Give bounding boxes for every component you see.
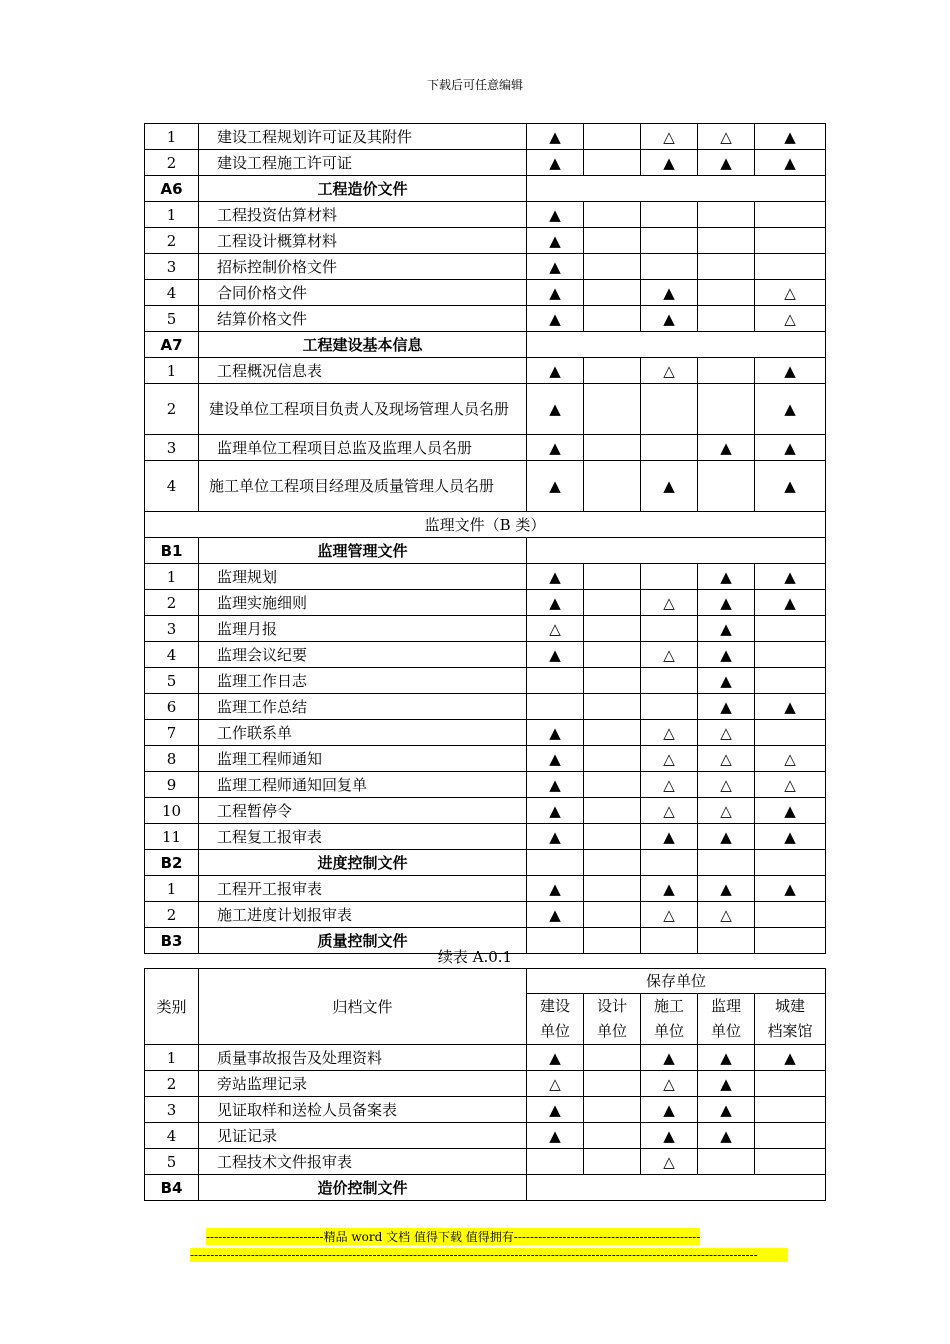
filled-triangle-mark: ▲ bbox=[641, 1097, 698, 1123]
empty-mark bbox=[641, 694, 698, 720]
row-file-name: 建设单位工程项目负责人及现场管理人员名册 bbox=[199, 384, 527, 435]
filled-triangle-mark: ▲ bbox=[527, 1123, 584, 1149]
row-number: 3 bbox=[145, 254, 199, 280]
empty-mark bbox=[584, 435, 641, 461]
filled-triangle-mark: ▲ bbox=[698, 564, 755, 590]
empty-mark bbox=[584, 694, 641, 720]
empty-mark bbox=[584, 1071, 641, 1097]
hollow-triangle-mark: △ bbox=[698, 720, 755, 746]
row-number: 1 bbox=[145, 876, 199, 902]
row-number: 2 bbox=[145, 384, 199, 435]
filled-triangle-mark: ▲ bbox=[641, 461, 698, 512]
hollow-triangle-mark: △ bbox=[698, 772, 755, 798]
group-title: 质量控制文件 bbox=[199, 928, 527, 954]
header-units-title: 保存单位 bbox=[527, 969, 826, 994]
row-number: 11 bbox=[145, 824, 199, 850]
empty-mark bbox=[641, 850, 698, 876]
row-number: 5 bbox=[145, 668, 199, 694]
filled-triangle-mark: ▲ bbox=[755, 384, 826, 435]
group-title: 工程建设基本信息 bbox=[199, 332, 527, 358]
row-number: 3 bbox=[145, 435, 199, 461]
row-file-name: 工程技术文件报审表 bbox=[199, 1149, 527, 1175]
filled-triangle-mark: ▲ bbox=[755, 824, 826, 850]
table-row bbox=[145, 1149, 826, 1175]
filled-triangle-mark: ▲ bbox=[527, 772, 584, 798]
empty-mark bbox=[584, 876, 641, 902]
row-number: 4 bbox=[145, 642, 199, 668]
filled-triangle-mark: ▲ bbox=[527, 461, 584, 512]
empty-mark bbox=[698, 254, 755, 280]
row-number: 1 bbox=[145, 1045, 199, 1071]
hollow-triangle-mark: △ bbox=[641, 1071, 698, 1097]
empty-mark bbox=[584, 772, 641, 798]
empty-mark bbox=[641, 202, 698, 228]
hollow-triangle-mark: △ bbox=[527, 1071, 584, 1097]
filled-triangle-mark: ▲ bbox=[698, 642, 755, 668]
row-number: 2 bbox=[145, 902, 199, 928]
row-number: 2 bbox=[145, 150, 199, 176]
empty-mark bbox=[584, 642, 641, 668]
table-row bbox=[145, 772, 826, 798]
empty-mark bbox=[641, 384, 698, 435]
header-unit: 城建 档案馆 bbox=[755, 994, 826, 1045]
archive-table-2 bbox=[144, 968, 826, 1201]
empty-mark bbox=[755, 668, 826, 694]
filled-triangle-mark: ▲ bbox=[755, 694, 826, 720]
hollow-triangle-mark: △ bbox=[641, 642, 698, 668]
empty-mark bbox=[755, 1123, 826, 1149]
filled-triangle-mark: ▲ bbox=[755, 150, 826, 176]
group-row bbox=[145, 332, 826, 358]
empty-mark bbox=[755, 720, 826, 746]
group-code: A7 bbox=[145, 332, 199, 358]
table-row bbox=[145, 1123, 826, 1149]
row-number: 4 bbox=[145, 1123, 199, 1149]
empty-mark bbox=[527, 1149, 584, 1175]
group-code: B1 bbox=[145, 538, 199, 564]
hollow-triangle-mark: △ bbox=[755, 746, 826, 772]
table-row bbox=[145, 876, 826, 902]
group-title: 进度控制文件 bbox=[199, 850, 527, 876]
row-file-name: 监理工程师通知 bbox=[199, 746, 527, 772]
hollow-triangle-mark: △ bbox=[698, 124, 755, 150]
empty-mark bbox=[755, 902, 826, 928]
filled-triangle-mark: ▲ bbox=[527, 228, 584, 254]
hollow-triangle-mark: △ bbox=[755, 772, 826, 798]
group-title: 工程造价文件 bbox=[199, 176, 527, 202]
row-file-name: 施工单位工程项目经理及质量管理人员名册 bbox=[199, 461, 527, 512]
filled-triangle-mark: ▲ bbox=[527, 202, 584, 228]
empty-mark bbox=[584, 824, 641, 850]
table-row bbox=[145, 202, 826, 228]
filled-triangle-mark: ▲ bbox=[641, 150, 698, 176]
empty-mark bbox=[755, 228, 826, 254]
empty-mark bbox=[755, 202, 826, 228]
footer-banner: -----------------------------精品 word 文档 值得下载 值得拥有---------------------------------------------- bbox=[206, 1230, 701, 1244]
empty-mark bbox=[584, 720, 641, 746]
group-blank bbox=[527, 332, 826, 358]
table-row bbox=[145, 902, 826, 928]
hollow-triangle-mark: △ bbox=[641, 772, 698, 798]
row-file-name: 监理工作日志 bbox=[199, 668, 527, 694]
filled-triangle-mark: ▲ bbox=[527, 254, 584, 280]
row-file-name: 监理工作总结 bbox=[199, 694, 527, 720]
filled-triangle-mark: ▲ bbox=[527, 1045, 584, 1071]
row-file-name: 质量事故报告及处理资料 bbox=[199, 1045, 527, 1071]
empty-mark bbox=[584, 564, 641, 590]
row-file-name: 合同价格文件 bbox=[199, 280, 527, 306]
empty-mark bbox=[755, 1071, 826, 1097]
filled-triangle-mark: ▲ bbox=[755, 590, 826, 616]
empty-mark bbox=[527, 850, 584, 876]
filled-triangle-mark: ▲ bbox=[527, 384, 584, 435]
filled-triangle-mark: ▲ bbox=[527, 358, 584, 384]
group-row bbox=[145, 850, 826, 876]
filled-triangle-mark: ▲ bbox=[698, 435, 755, 461]
hollow-triangle-mark: △ bbox=[698, 746, 755, 772]
empty-mark bbox=[641, 228, 698, 254]
empty-mark bbox=[698, 461, 755, 512]
row-file-name: 监理工程师通知回复单 bbox=[199, 772, 527, 798]
filled-triangle-mark: ▲ bbox=[527, 124, 584, 150]
empty-mark bbox=[584, 798, 641, 824]
hollow-triangle-mark: △ bbox=[641, 124, 698, 150]
empty-mark bbox=[527, 694, 584, 720]
empty-mark bbox=[641, 616, 698, 642]
empty-mark bbox=[584, 358, 641, 384]
group-code: A6 bbox=[145, 176, 199, 202]
group-code: B4 bbox=[145, 1175, 199, 1201]
group-row bbox=[145, 1175, 826, 1201]
row-number: 9 bbox=[145, 772, 199, 798]
row-number: 10 bbox=[145, 798, 199, 824]
row-number: 2 bbox=[145, 228, 199, 254]
row-file-name: 监理实施细则 bbox=[199, 590, 527, 616]
empty-mark bbox=[755, 850, 826, 876]
row-file-name: 施工进度计划报审表 bbox=[199, 902, 527, 928]
row-number: 3 bbox=[145, 1097, 199, 1123]
filled-triangle-mark: ▲ bbox=[527, 642, 584, 668]
row-file-name: 建设工程规划许可证及其附件 bbox=[199, 124, 527, 150]
row-file-name: 监理单位工程项目总监及监理人员名册 bbox=[199, 435, 527, 461]
row-number: 8 bbox=[145, 746, 199, 772]
filled-triangle-mark: ▲ bbox=[527, 564, 584, 590]
table-row bbox=[145, 746, 826, 772]
table-row bbox=[145, 124, 826, 150]
empty-mark bbox=[584, 746, 641, 772]
row-file-name: 监理月报 bbox=[199, 616, 527, 642]
filled-triangle-mark: ▲ bbox=[698, 1045, 755, 1071]
empty-mark bbox=[584, 461, 641, 512]
group-blank bbox=[527, 176, 826, 202]
table-row bbox=[145, 694, 826, 720]
section-title: 监理文件（B 类） bbox=[145, 512, 826, 538]
group-row bbox=[145, 538, 826, 564]
table-row bbox=[145, 306, 826, 332]
empty-mark bbox=[698, 850, 755, 876]
empty-mark bbox=[755, 254, 826, 280]
group-blank bbox=[527, 1175, 826, 1201]
row-file-name: 见证记录 bbox=[199, 1123, 527, 1149]
hollow-triangle-mark: △ bbox=[641, 798, 698, 824]
empty-mark bbox=[698, 1149, 755, 1175]
table-row bbox=[145, 280, 826, 306]
table-caption: 续表 A.0.1 bbox=[437, 948, 513, 966]
row-number: 5 bbox=[145, 306, 199, 332]
hollow-triangle-mark: △ bbox=[641, 902, 698, 928]
table-row bbox=[145, 824, 826, 850]
empty-mark bbox=[584, 1123, 641, 1149]
group-code: B2 bbox=[145, 850, 199, 876]
table-row bbox=[145, 228, 826, 254]
empty-mark bbox=[584, 202, 641, 228]
empty-mark bbox=[698, 228, 755, 254]
header-unit: 设计 单位 bbox=[584, 994, 641, 1045]
table-row bbox=[145, 616, 826, 642]
empty-mark bbox=[698, 358, 755, 384]
filled-triangle-mark: ▲ bbox=[527, 150, 584, 176]
filled-triangle-mark: ▲ bbox=[755, 435, 826, 461]
filled-triangle-mark: ▲ bbox=[698, 616, 755, 642]
filled-triangle-mark: ▲ bbox=[755, 564, 826, 590]
empty-mark bbox=[584, 306, 641, 332]
empty-mark bbox=[755, 1149, 826, 1175]
row-file-name: 工程暂停令 bbox=[199, 798, 527, 824]
filled-triangle-mark: ▲ bbox=[527, 876, 584, 902]
empty-mark bbox=[584, 616, 641, 642]
footer-rule: -------------------------------------------------------------------------------------------------------------------------------------------- bbox=[190, 1248, 788, 1262]
filled-triangle-mark: ▲ bbox=[641, 306, 698, 332]
row-file-name: 监理会议纪要 bbox=[199, 642, 527, 668]
row-file-name: 工作联系单 bbox=[199, 720, 527, 746]
group-title: 造价控制文件 bbox=[199, 1175, 527, 1201]
row-file-name: 监理规划 bbox=[199, 564, 527, 590]
filled-triangle-mark: ▲ bbox=[527, 824, 584, 850]
empty-mark bbox=[698, 306, 755, 332]
hollow-triangle-mark: △ bbox=[641, 590, 698, 616]
row-file-name: 工程设计概算材料 bbox=[199, 228, 527, 254]
filled-triangle-mark: ▲ bbox=[527, 1097, 584, 1123]
empty-mark bbox=[527, 668, 584, 694]
table-row bbox=[145, 668, 826, 694]
hollow-triangle-mark: △ bbox=[698, 902, 755, 928]
header-file: 归档文件 bbox=[199, 969, 527, 1045]
filled-triangle-mark: ▲ bbox=[527, 590, 584, 616]
row-number: 7 bbox=[145, 720, 199, 746]
group-title: 监理管理文件 bbox=[199, 538, 527, 564]
table-row bbox=[145, 384, 826, 435]
filled-triangle-mark: ▲ bbox=[641, 1045, 698, 1071]
hollow-triangle-mark: △ bbox=[641, 1149, 698, 1175]
filled-triangle-mark: ▲ bbox=[698, 694, 755, 720]
table-row bbox=[145, 642, 826, 668]
filled-triangle-mark: ▲ bbox=[698, 876, 755, 902]
hollow-triangle-mark: △ bbox=[755, 280, 826, 306]
table-row bbox=[145, 358, 826, 384]
row-number: 1 bbox=[145, 564, 199, 590]
group-row bbox=[145, 176, 826, 202]
empty-mark bbox=[584, 850, 641, 876]
row-number: 6 bbox=[145, 694, 199, 720]
filled-triangle-mark: ▲ bbox=[527, 798, 584, 824]
row-file-name: 结算价格文件 bbox=[199, 306, 527, 332]
empty-mark bbox=[641, 254, 698, 280]
header-category: 类别 bbox=[145, 969, 199, 1045]
empty-mark bbox=[584, 668, 641, 694]
hollow-triangle-mark: △ bbox=[641, 720, 698, 746]
row-file-name: 工程复工报审表 bbox=[199, 824, 527, 850]
empty-mark bbox=[641, 668, 698, 694]
filled-triangle-mark: ▲ bbox=[527, 435, 584, 461]
filled-triangle-mark: ▲ bbox=[698, 150, 755, 176]
header-unit: 监理 单位 bbox=[698, 994, 755, 1045]
empty-mark bbox=[584, 228, 641, 254]
row-number: 1 bbox=[145, 358, 199, 384]
empty-mark bbox=[698, 202, 755, 228]
empty-mark bbox=[755, 1097, 826, 1123]
table-row bbox=[145, 564, 826, 590]
empty-mark bbox=[584, 254, 641, 280]
section-row bbox=[145, 512, 826, 538]
table-row bbox=[145, 254, 826, 280]
row-file-name: 工程概况信息表 bbox=[199, 358, 527, 384]
empty-mark bbox=[584, 590, 641, 616]
hollow-triangle-mark: △ bbox=[755, 306, 826, 332]
filled-triangle-mark: ▲ bbox=[755, 461, 826, 512]
empty-mark bbox=[755, 642, 826, 668]
table-row bbox=[145, 435, 826, 461]
header-row bbox=[145, 969, 826, 994]
empty-mark bbox=[641, 435, 698, 461]
filled-triangle-mark: ▲ bbox=[755, 798, 826, 824]
empty-mark bbox=[584, 1149, 641, 1175]
filled-triangle-mark: ▲ bbox=[641, 824, 698, 850]
row-file-name: 工程投资估算材料 bbox=[199, 202, 527, 228]
table-row bbox=[145, 590, 826, 616]
row-file-name: 见证取样和送检人员备案表 bbox=[199, 1097, 527, 1123]
filled-triangle-mark: ▲ bbox=[698, 590, 755, 616]
filled-triangle-mark: ▲ bbox=[641, 280, 698, 306]
hollow-triangle-mark: △ bbox=[527, 616, 584, 642]
empty-mark bbox=[641, 564, 698, 590]
empty-mark bbox=[584, 384, 641, 435]
group-code: B3 bbox=[145, 928, 199, 954]
page-header: 下载后可任意编辑 bbox=[426, 78, 523, 92]
table-row bbox=[145, 150, 826, 176]
table-row bbox=[145, 798, 826, 824]
filled-triangle-mark: ▲ bbox=[698, 824, 755, 850]
filled-triangle-mark: ▲ bbox=[755, 124, 826, 150]
row-number: 2 bbox=[145, 1071, 199, 1097]
empty-mark bbox=[584, 150, 641, 176]
row-file-name: 工程开工报审表 bbox=[199, 876, 527, 902]
row-file-name: 旁站监理记录 bbox=[199, 1071, 527, 1097]
empty-mark bbox=[755, 616, 826, 642]
row-number: 5 bbox=[145, 1149, 199, 1175]
filled-triangle-mark: ▲ bbox=[755, 876, 826, 902]
filled-triangle-mark: ▲ bbox=[698, 1123, 755, 1149]
filled-triangle-mark: ▲ bbox=[527, 746, 584, 772]
group-blank bbox=[527, 538, 826, 564]
table-row bbox=[145, 1097, 826, 1123]
row-file-name: 建设工程施工许可证 bbox=[199, 150, 527, 176]
empty-mark bbox=[584, 902, 641, 928]
empty-mark bbox=[584, 1097, 641, 1123]
table-row bbox=[145, 461, 826, 512]
filled-triangle-mark: ▲ bbox=[698, 1097, 755, 1123]
hollow-triangle-mark: △ bbox=[698, 798, 755, 824]
empty-mark bbox=[584, 280, 641, 306]
filled-triangle-mark: ▲ bbox=[755, 1045, 826, 1071]
hollow-triangle-mark: △ bbox=[641, 358, 698, 384]
table-row bbox=[145, 720, 826, 746]
empty-mark bbox=[698, 384, 755, 435]
filled-triangle-mark: ▲ bbox=[698, 1071, 755, 1097]
hollow-triangle-mark: △ bbox=[641, 746, 698, 772]
filled-triangle-mark: ▲ bbox=[527, 902, 584, 928]
row-number: 4 bbox=[145, 461, 199, 512]
row-number: 1 bbox=[145, 124, 199, 150]
filled-triangle-mark: ▲ bbox=[527, 720, 584, 746]
archive-table-1 bbox=[144, 123, 826, 954]
filled-triangle-mark: ▲ bbox=[698, 668, 755, 694]
filled-triangle-mark: ▲ bbox=[641, 876, 698, 902]
filled-triangle-mark: ▲ bbox=[527, 280, 584, 306]
empty-mark bbox=[698, 280, 755, 306]
filled-triangle-mark: ▲ bbox=[755, 358, 826, 384]
table-row bbox=[145, 1071, 826, 1097]
empty-mark bbox=[584, 124, 641, 150]
empty-mark bbox=[584, 1045, 641, 1071]
row-number: 3 bbox=[145, 616, 199, 642]
header-unit: 施工 单位 bbox=[641, 994, 698, 1045]
row-number: 4 bbox=[145, 280, 199, 306]
filled-triangle-mark: ▲ bbox=[641, 1123, 698, 1149]
filled-triangle-mark: ▲ bbox=[527, 306, 584, 332]
row-number: 2 bbox=[145, 590, 199, 616]
row-file-name: 招标控制价格文件 bbox=[199, 254, 527, 280]
table-row bbox=[145, 1045, 826, 1071]
row-number: 1 bbox=[145, 202, 199, 228]
header-unit: 建设 单位 bbox=[527, 994, 584, 1045]
